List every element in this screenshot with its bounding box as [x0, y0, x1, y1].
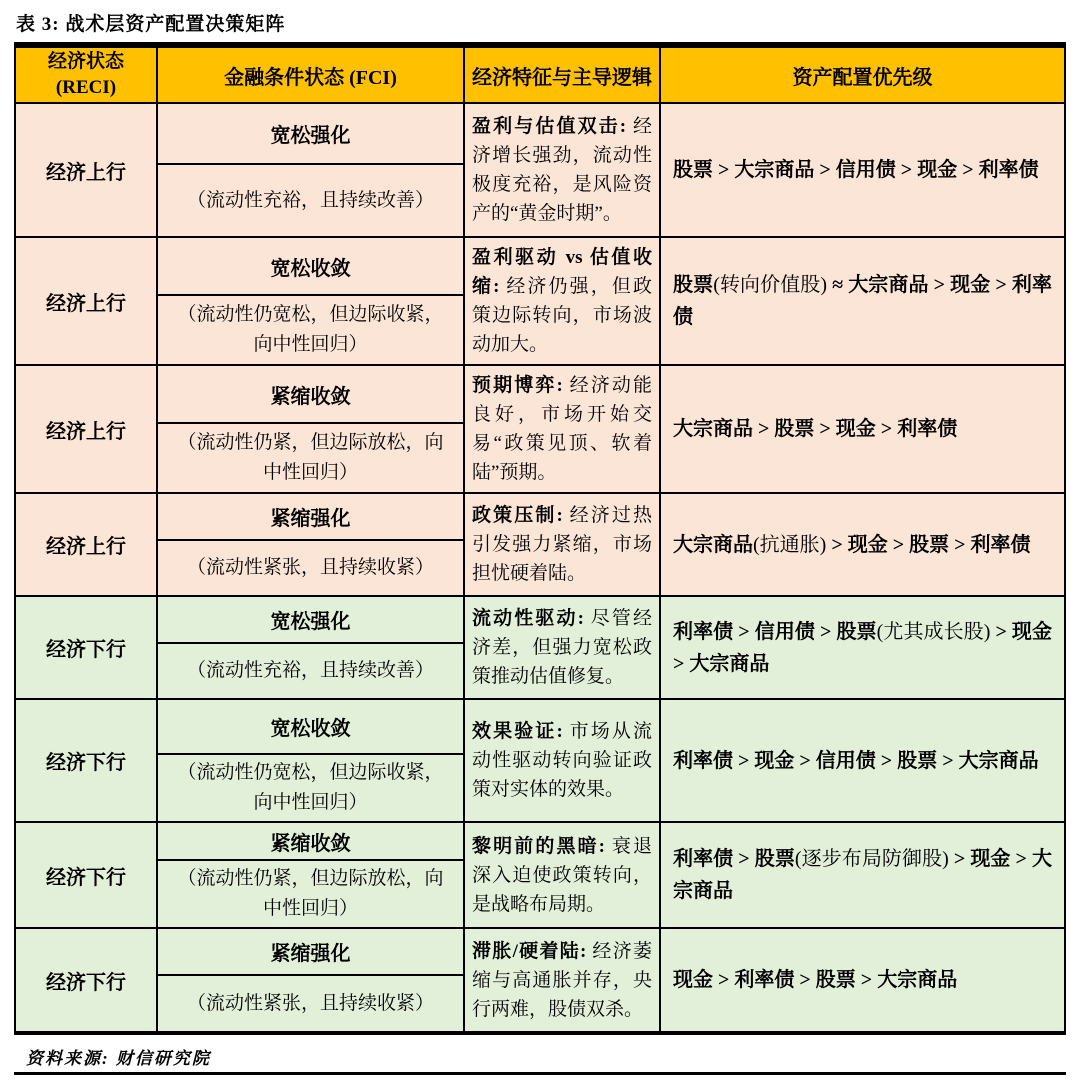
fci-state-label: 紧缩收敛 — [158, 366, 463, 424]
priority-text — [661, 612, 1064, 684]
cell-asset-priority — [659, 494, 1064, 595]
logic-text-segment: 经济过热引发强力紧缩，市场担忧硬着陆。 — [472, 505, 652, 584]
fci-state-detail: （流动性仍紧，但边际放松，向中性回归） — [177, 432, 444, 484]
priority-text-bold-segment: 大宗商品 > 股票 > 现金 > 利率债 — [673, 418, 958, 440]
logic-text — [465, 107, 659, 233]
priority-text-bold-segment: > 现金 > 大宗商品 — [673, 620, 1052, 675]
priority-text — [661, 150, 1064, 190]
cell-economic-state: 经济下行 — [46, 639, 126, 661]
priority-text-segment: (逐步布局防御股) — [794, 848, 949, 870]
cell-economic-state: 经济上行 — [46, 161, 126, 184]
priority-text-bold-segment: 利率债 > 股票 — [673, 848, 795, 870]
cell-dominant-logic — [463, 366, 659, 492]
cell-asset-priority — [659, 823, 1064, 927]
table-row — [16, 595, 1064, 698]
cell-economic-state: 经济上行 — [46, 292, 126, 315]
cell-economic-state: 经济下行 — [46, 866, 126, 889]
logic-text — [465, 712, 659, 809]
table-row — [16, 492, 1064, 595]
priority-text — [661, 741, 1064, 781]
priority-text — [661, 409, 1064, 449]
cell-asset-priority — [659, 366, 1064, 492]
logic-text-segment: 经济动能良好，市场开始交易“政策见顶、软着陆”预期。 — [472, 375, 652, 483]
fci-state-detail: （流动性紧张，且持续收紧） — [186, 556, 434, 578]
fci-state-label: 紧缩强化 — [158, 929, 463, 976]
table-row — [16, 102, 1064, 236]
logic-text — [465, 932, 659, 1029]
priority-text-bold-segment: 股票 > 大宗商品 > 信用债 > 现金 > 利率债 — [673, 159, 1039, 181]
fci-state-label: 宽松收敛 — [158, 238, 463, 296]
table-row — [16, 821, 1064, 927]
fci-state-detail: （流动性充裕，且持续改善） — [186, 189, 434, 211]
header-cell-logic: 经济特征与主导逻辑 — [463, 48, 659, 102]
cell-dominant-logic — [463, 494, 659, 595]
cell-economic-state: 经济下行 — [46, 752, 126, 774]
cell-financial-condition — [156, 700, 463, 821]
cell-asset-priority — [659, 238, 1064, 364]
priority-text-segment: (转向价值股) — [713, 274, 828, 296]
priority-text — [661, 525, 1064, 565]
cell-dominant-logic — [463, 823, 659, 927]
logic-text-segment: 市场从流动性驱动转向验证政策对实体的效果。 — [472, 721, 652, 800]
logic-text-segment: 经济增长强劲，流动性极度充裕，是风险资产的“黄金时期”。 — [472, 116, 652, 224]
table-title: 表 3: 战术层资产配置决策矩阵 — [16, 14, 286, 35]
table-row — [16, 364, 1064, 492]
fci-state-detail: （流动性充裕，且持续改善） — [186, 659, 434, 681]
decision-matrix-table — [14, 46, 1066, 1035]
cell-financial-condition — [156, 823, 463, 927]
cell-economic-state: 经济上行 — [46, 420, 126, 443]
priority-text-bold-segment: > 现金 > 大宗商品 — [673, 848, 1052, 902]
logic-text-bold-segment: 预期博弈: — [472, 375, 570, 396]
table-row — [16, 698, 1064, 821]
cell-dominant-logic — [463, 700, 659, 821]
priority-text — [661, 265, 1064, 337]
logic-text-bold-segment: 滞胀/硬着陆: — [472, 940, 593, 962]
fci-state-detail: （流动性仍宽松，但边际收紧，向中性回归） — [177, 762, 444, 813]
logic-text-bold-segment: 盈利驱动 vs 估值收缩: — [472, 247, 652, 297]
priority-text-bold-segment: ≈ 大宗商品 > 现金 > 利率债 — [673, 274, 1053, 328]
logic-text — [465, 238, 659, 364]
cell-financial-condition — [156, 597, 463, 698]
logic-text-segment: 经济萎缩与高通胀并存，央行两难，股债双杀。 — [472, 940, 652, 1020]
priority-text-bold-segment: 利率债 > 信用债 > 股票 — [673, 620, 877, 643]
cell-asset-priority — [659, 929, 1064, 1031]
source-note: 资料来源: 财信研究院 — [26, 1049, 211, 1068]
logic-text — [465, 366, 659, 492]
cell-financial-condition — [156, 104, 463, 236]
logic-text-bold-segment: 政策压制: — [472, 505, 570, 526]
fci-state-label: 宽松强化 — [158, 597, 463, 644]
priority-text-bold-segment: 大宗商品 — [673, 533, 753, 556]
cell-economic-state: 经济上行 — [46, 536, 126, 558]
priority-text — [661, 960, 1064, 1000]
logic-text-bold-segment: 效果验证: — [472, 721, 570, 742]
priority-text-bold-segment: 现金 > 利率债 > 股票 > 大宗商品 — [673, 969, 958, 991]
logic-text-bold-segment: 盈利与估值双击: — [472, 116, 633, 137]
priority-text — [661, 839, 1064, 911]
cell-dominant-logic — [463, 104, 659, 236]
cell-economic-state: 经济下行 — [46, 971, 126, 994]
priority-text-bold-segment: > 现金 > 股票 > 利率债 — [826, 533, 1031, 556]
fci-state-label: 宽松收敛 — [158, 700, 463, 755]
logic-text-bold-segment: 流动性驱动: — [472, 608, 591, 629]
bottom-divider — [14, 1072, 1066, 1075]
cell-dominant-logic — [463, 597, 659, 698]
priority-text-bold-segment: 利率债 > 现金 > 信用债 > 股票 > 大宗商品 — [673, 749, 1039, 772]
logic-text — [465, 827, 659, 924]
header-cell-priority: 资产配置优先级 — [659, 48, 1064, 102]
cell-financial-condition — [156, 494, 463, 595]
cell-asset-priority — [659, 597, 1064, 698]
cell-dominant-logic — [463, 238, 659, 364]
table-row — [16, 236, 1064, 364]
priority-text-segment: (抗通胀) — [753, 533, 827, 556]
logic-text — [465, 496, 659, 593]
cell-financial-condition — [156, 238, 463, 364]
logic-text-segment: 经济仍强，但政策边际转向，市场波动加大。 — [472, 276, 652, 355]
fci-state-detail: （流动性仍紧，但边际放松，向中性回归） — [177, 868, 444, 919]
logic-text-bold-segment: 黎明前的黑暗: — [472, 835, 612, 857]
fci-state-label: 宽松强化 — [158, 104, 463, 165]
logic-text-segment: 衰退深入迫使政策转向，是战略布局期。 — [472, 835, 652, 915]
header-reci-line1: 经济状态 — [47, 51, 124, 72]
priority-text-segment: (尤其成长股) — [876, 620, 991, 643]
cell-dominant-logic — [463, 929, 659, 1031]
header-cell-fci: 金融条件状态 (FCI) — [156, 48, 463, 102]
logic-text — [465, 599, 659, 696]
cell-asset-priority — [659, 700, 1064, 821]
header-reci-line2: (RECI) — [55, 77, 117, 98]
priority-text-bold-segment: 股票 — [673, 274, 714, 296]
fci-state-detail: （流动性紧张，且持续收紧） — [186, 992, 434, 1014]
fci-state-label: 紧缩强化 — [158, 494, 463, 541]
cell-financial-condition — [156, 929, 463, 1031]
fci-state-label: 紧缩收敛 — [158, 823, 463, 861]
header-cell-reci — [16, 48, 156, 102]
table-row — [16, 927, 1064, 1031]
fci-state-detail: （流动性仍宽松，但边际收紧，向中性回归） — [177, 304, 444, 356]
table-header-row — [16, 48, 1064, 102]
cell-financial-condition — [156, 366, 463, 492]
cell-asset-priority — [659, 104, 1064, 236]
logic-text-segment: 尽管经济差，但强力宽松政策推动估值修复。 — [472, 608, 652, 687]
